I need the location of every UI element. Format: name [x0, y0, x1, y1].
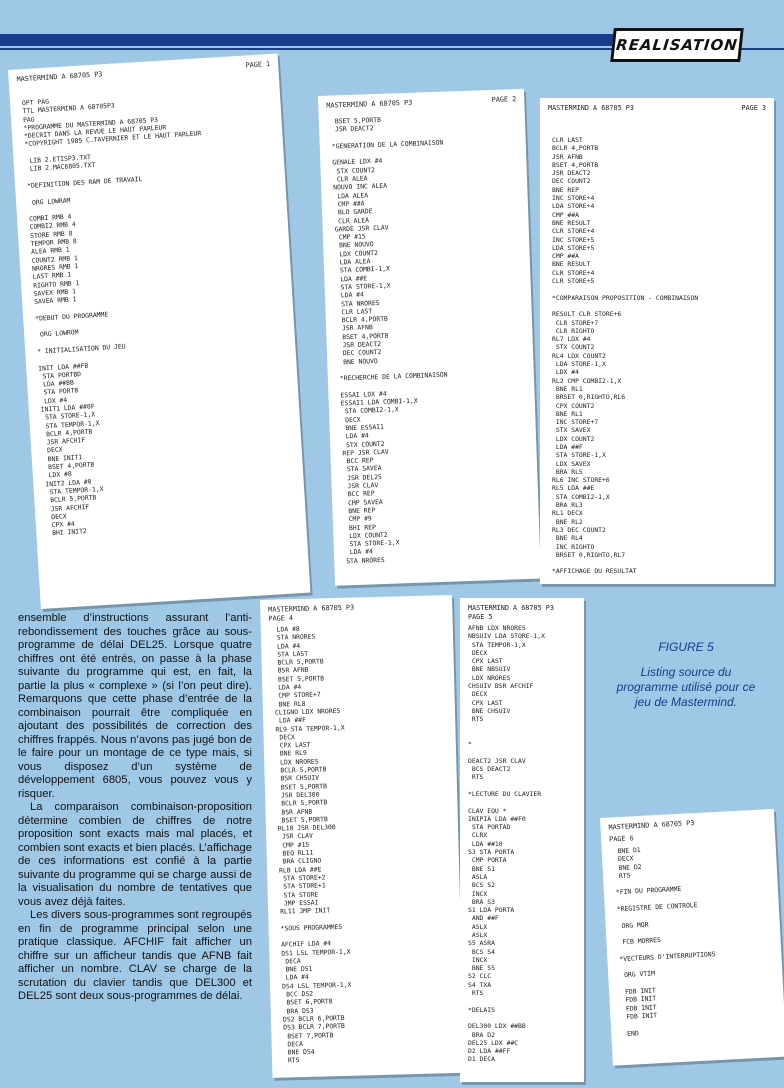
- listing-page-1: [8, 54, 310, 609]
- listing-code: LDA #8 STA NRORES LDA #4 STA LAST BCLR 5,PORTB BSR AFNB BSET 5,PORTB LDA #4 CMP STORE+7 BNE RL8 CLIGNO LDX NRORES LDA ##F RL9 STA TEMPOR-1,X DECX CPX LAST BNE RL9 LDX NRORES BCLR 5,PORTB BSR CHSUIV BSET 5,PORTB JSR DEL300 BCLR 5,PORTB BSR AFNB BSET 5,PORTB RL10 JSR DEL300 JSR CLAV CMP #15 BEQ RL11 BRA CLIGNO RLB LDA ##E STA STORE+2 STA STORE+1 STA STORE JMP ESSAI RL11 JMP INIT *SOUS PROGRAMMES AFCHIF LDA #4 DS1 LSL TEMPOR-1,X DECA BNE DS1 LDA #4 DS4 LSL TEMPOR-1,X BCC DS2 BSET 6,PORTB BRA DS3 DS2 BCLR 6,PORTB DS3 BCLR 7,PORTB BSET 7,PORTB DECA BNE DS4 RTS: [272, 624, 352, 1065]
- listing-header: [548, 104, 766, 112]
- article-paragraph: Les divers sous-programmes sont regroupés en fin de programme principal selon une pratique classique. AFCHIF fait afficher un chiffre sur un afficheur tandis que AFNB fait afficher un nombre. CLAV se charge de la scrutation du clavier tandis que DEL300 et DEL25 sont deux sous-programmes de délai.: [18, 909, 252, 1002]
- figure-title: FIGURE 5: [658, 640, 714, 654]
- article-paragraph: ensemble d’instructions assurant l’anti-rebondissement des touches grâce au sous-programme de délai DEL25. Lorsque quatre chiffres ont été entrés, on passe à la phase suivante du programme qui est, en fait, la partie la plus « complexe » (si l’on peut dire). Remarquons que cette phase d’entrée de la combinaison pourrait être compliquée en ajoutant des possibilités de correction des chiffres frappés. Nous n’avons pas jugé bon de le faire pour un montage de ce type mais, si vous disposez d’un système de développement 6805, vous pouvez vous y risquer.: [18, 612, 252, 800]
- listing-page-number: PAGE 4: [268, 614, 294, 623]
- listing-header: [16, 60, 270, 83]
- figure-caption-block: [610, 640, 762, 710]
- figure-caption: Listing source du programme utilisé pour ce jeu de Mastermind.: [616, 665, 756, 709]
- listing-title: MASTERMIND A 68705 P3: [548, 104, 634, 112]
- listing-code: OPT PAG TTL MASTERMIND A 68705P3 PAG *PROGRAMME DU MASTERMIND A 68705 P3 *DECRIT DANS LA REVUE LE HAUT PARLEUR *COPYRIGHT 1985 C.TAVERNIER ET LE HAUT PARLEUR LIB 2.ETISP3.TXT LIB 2.MAC6805.TXT *DEFINITION DES RAM DE TRAVAIL ORG LOWRAM COMBI RMB 4 COMBI2 RMB 4 STORE RMB 8 TEMPOR RMB 8 ALEA RMB 1 COUNT2 RMB 1 NRORES RMB 1 LAST RMB 1 RIGHTO RMB 1 SAVEX RMB 1 SAVEA RMB 1 *DEBUT DU PROGRAMME ORG LOWROM * INITIALISATION DU JEU INIT LDA ##FB STA PORTBD LDA ##BB STA PORTB LDX #4 INIT1 LDA ##0F STA STORE-1,X STA TEMPOR-1,X BCLR 4,PORTB JSR AFCHIF DECX BNE INIT1 BSET 4,PORTB LDX #8 INIT2 LDA #0 STA TEMPOR-1,X BCLR 5,PORTB JSR AFCHIF DECX CPX #4 BHI INIT2: [21, 97, 202, 538]
- listing-page-2: [318, 89, 541, 586]
- listing-code: AFNB LDX NRORES NBSUIV LDA STORE-1,X STA TEMPOR-1,X DECX CPX LAST BNE NBSUIV LDX NRORES CHSUIV BSR AFCHIF DECX CPX LAST BNE CHSUIV RTS * DEACT2 JSR CLAV BCS DEACT2 RTS *LECTURE DU CLAVIER CLAV EQU * INIPIA LDA ##F0 STA PORTAD CLRX LDA ##10 S3 STA PORTA CMP PORTA BNE S1 ASLA BCS S2 INCX BRA S3 S1 LDA PORTA AND ##F ASLX ASLX S5 ASRA BCS S4 INCX BNE S5 S2 CLC S4 TXA RTS *DELAIS DEL300 LDX ##BB BRA D2 DEL25 LDX ##C D2 LDA ##FF D1 DECA: [468, 624, 545, 1064]
- listing-title: MASTERMIND A 68705 P3: [16, 70, 103, 84]
- section-badge: [610, 28, 744, 62]
- listing-page-3: [540, 98, 774, 584]
- listing-code: CLR LAST BCLR 4,PORTB JSR AFNB BSET 4,PORTB JSR DEACT2 DEC COUNT2 BNE REP INC STORE+4 LDA STORE+4 CMP ##A BNE RESULT CLR STORE+4 INC STORE+5 LDA STORE+5 CMP ##A BNE RESULT CLR STORE+4 CLR STORE+5 *COMPARAISON PROPOSITION - COMBINAISON RESULT CLR STORE+6 CLR STORE+7 CLR RIGHTO RL7 LDX #4 STX COUNT2 RL4 LDX COUNT2 LDA STORE-1,X LDX #4 RL2 CMP COMBI2-1,X BNE RL1 BRSET 0,RIGHTO,RL6 CPX COUNT2 BNE RL1 INC STORE+7 STX SAVEX LDX COUNT2 LDA ##F STA STORE-1,X LDX SAVEX BRA RL5 RL6 INC STORE+6 RL5 LDA ##E STA COMBI2-1,X BRA RL3 RL1 DECX BNE RL2 RL3 DEC COUNT2 BNE RL4 INC RIGHTO BRSET 0,RIGHTO,RL7 *AFFICHAGE DU RESULTAT: [552, 136, 699, 576]
- listing-page-number: PAGE 3: [741, 104, 766, 112]
- listing-page-6: [600, 809, 784, 1066]
- listing-title: MASTERMIND A 68705 P3: [608, 819, 695, 832]
- listing-title: MASTERMIND A 68705 P3: [268, 603, 355, 614]
- listing-page-5: [460, 598, 584, 1082]
- listing-title: MASTERMIND A 68705 P3: [326, 98, 413, 110]
- listing-page-4: [260, 595, 464, 1078]
- listing-page-number: PAGE 5: [468, 613, 493, 621]
- article-paragraph: La comparaison combinaison-proposition détermine combien de chiffres de notre proposition sont exacts mais mal placés, et combien sont exacts et bien placés. L’affichage de ces informations est confié à la partie suivante du programme qui se charge aussi de la visualisation du nombre de tentatives que vous avez déjà faites.: [18, 801, 252, 908]
- listing-page-number: PAGE 6: [608, 834, 634, 844]
- listing-subheader: [468, 613, 576, 621]
- listing-header: [326, 95, 516, 110]
- article-body: [18, 612, 252, 1004]
- listing-page-number: PAGE 2: [491, 95, 517, 104]
- listing-code: BSET 5,PORTB JSR DEACT2 *GENERATION DE LA COMBINAISON GENALE LDX #4 STX COUNT2 CLR ALEA NOUVO INC ALEA LDA ALEA CMP ##A BLO GARDE CLR ALEA GARDE JSR CLAV CMP #15 BNE NOUVO LDX COUNT2 LDA ALEA STA COMBI-1,X LDA ##E STA STORE-1,X LDA #4 STA NRORES CLR LAST BCLR 4,PORTB JSR AFNB BSET 4,PORTB JSR DEACT2 DEC COUNT2 BNE NOUVO *RECHERCHE DE LA COMBINAISON ESSAI LDX #4 ESSAI1 LDA COMBI-1,X STA COMBI2-1,X DECX BNE ESSAI1 LDA #4 STX COUNT2 REP JSR CLAV BCC REP STA SAVEA JSR DEL25 JSR CLAV BCC REP CMP SAVEA BNE REP CMP #9 BHI REP LDX COUNT2 STA STORE-1,X LDA #4 STA NRORES: [330, 115, 448, 566]
- listing-page-number: PAGE 1: [245, 59, 271, 70]
- listing-code: BNE D1 DECX BNE D2 RTS *FIN DU PROGRAMME *REGISTRE DE CONTROLE ORG MOR FCB MORRES *VECTEURS D'INTERRUPTIONS ORG VTIM FDB INIT FDB INIT FDB INIT FDB INIT END: [613, 845, 716, 1038]
- listing-title: MASTERMIND A 68705 P3: [468, 604, 554, 612]
- section-badge-label: REALISATION: [615, 36, 739, 54]
- listing-header: [468, 604, 576, 612]
- header-bar: [0, 34, 620, 46]
